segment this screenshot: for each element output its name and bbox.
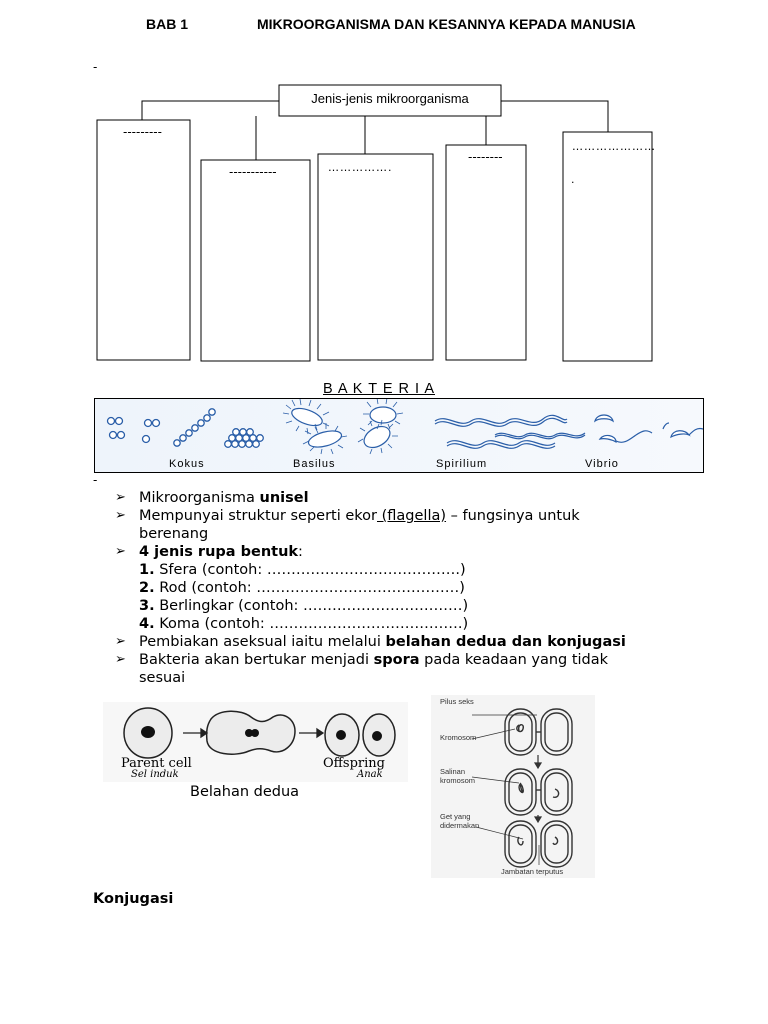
shape-item-3: 3. Berlingkar (contoh: ……………………………) xyxy=(139,598,469,614)
bullet-spora: ➢ Bakteria akan bertukar menjadi spora pada keadaan yang tidak sesuai xyxy=(115,652,609,686)
type-box-2 xyxy=(201,160,310,361)
arrow-bullet-icon: ➢ xyxy=(115,634,126,649)
box-blank-1: --------- xyxy=(123,125,162,139)
label-kromosom: Kromosom xyxy=(440,733,477,742)
label-pilus-seks: Pilus seks xyxy=(440,697,474,706)
konjugasi-heading: Konjugasi xyxy=(93,891,174,907)
arrow-bullet-icon: ➢ xyxy=(115,490,126,505)
conjugation-art xyxy=(431,695,595,878)
bacteria-shapes-figure xyxy=(94,398,704,473)
type-box-4 xyxy=(446,145,526,360)
box-blank-5-dot: . xyxy=(571,173,575,186)
parent-cell-label: Parent cell xyxy=(121,756,192,771)
arrow-bullet-icon: ➢ xyxy=(115,544,126,559)
stray-mark: - xyxy=(93,60,98,74)
arrow-bullet-icon: ➢ xyxy=(115,508,126,523)
chapter-label: BAB 1 xyxy=(146,16,189,32)
shape-item-1: 1. Sfera (contoh: ………………………………….) xyxy=(139,562,466,578)
fission-caption: Belahan dedua xyxy=(190,784,300,800)
type-box-5 xyxy=(563,132,652,361)
label-salinan: Salinan xyxy=(440,767,466,776)
binary-fission-figure xyxy=(103,702,408,782)
shape-label-vibrio: Vibrio xyxy=(585,458,619,470)
bullet-unisel: ➢ Mikroorganisma unisel xyxy=(115,490,309,506)
label-jambatan-terputus: Jambatan terputus xyxy=(501,867,564,876)
shape-label-kokus: Kokus xyxy=(169,458,205,470)
arrow-bullet-icon: ➢ xyxy=(115,652,126,667)
box-blank-4: -------- xyxy=(468,150,503,164)
type-box-3 xyxy=(318,154,433,360)
box-blank-3: ……………. xyxy=(328,161,393,174)
bullet-flagella: ➢ Mempunyai struktur seperti ekor (flagella) – fungsinya untuk berenang xyxy=(115,508,580,542)
bullet-reproduction: ➢ Pembiakan aseksual iaitu melalui belahan dedua dan konjugasi xyxy=(115,634,626,650)
shape-item-4: 4. Koma (contoh: ………………………………….) xyxy=(139,616,469,632)
box-blank-2: ----------- xyxy=(229,165,277,179)
bacteria-heading: B A K T E R I A xyxy=(323,381,435,397)
stray-mark: - xyxy=(93,473,98,487)
microorganism-tree-diagram xyxy=(0,0,768,370)
type-box-1 xyxy=(97,120,190,360)
label-didermakan: didermakan xyxy=(440,821,480,830)
bullet-shapes: ➢ 4 jenis rupa bentuk: xyxy=(115,544,303,560)
shape-label-spirilium: Spirilium xyxy=(436,458,488,470)
shape-label-basilus: Basilus xyxy=(293,458,336,470)
offspring-label: Offspring xyxy=(323,756,385,771)
offspring-sublabel: Anak xyxy=(357,769,383,780)
page-title: MIKROORGANISMA DAN KESANNYA KEPADA MANUSIA xyxy=(257,16,636,32)
conjugation-figure xyxy=(431,695,595,878)
parent-cell-sublabel: Sel induk xyxy=(131,769,179,780)
label-salinan-kromosom: kromosom xyxy=(440,776,476,785)
box-blank-5: ………………… xyxy=(572,140,656,153)
diagram-root-label: Jenis-jenis mikroorganisma xyxy=(311,91,469,106)
label-get-yang: Get yang xyxy=(440,812,471,821)
shape-item-2: 2. Rod (contoh: ……………………………………) xyxy=(139,580,465,596)
